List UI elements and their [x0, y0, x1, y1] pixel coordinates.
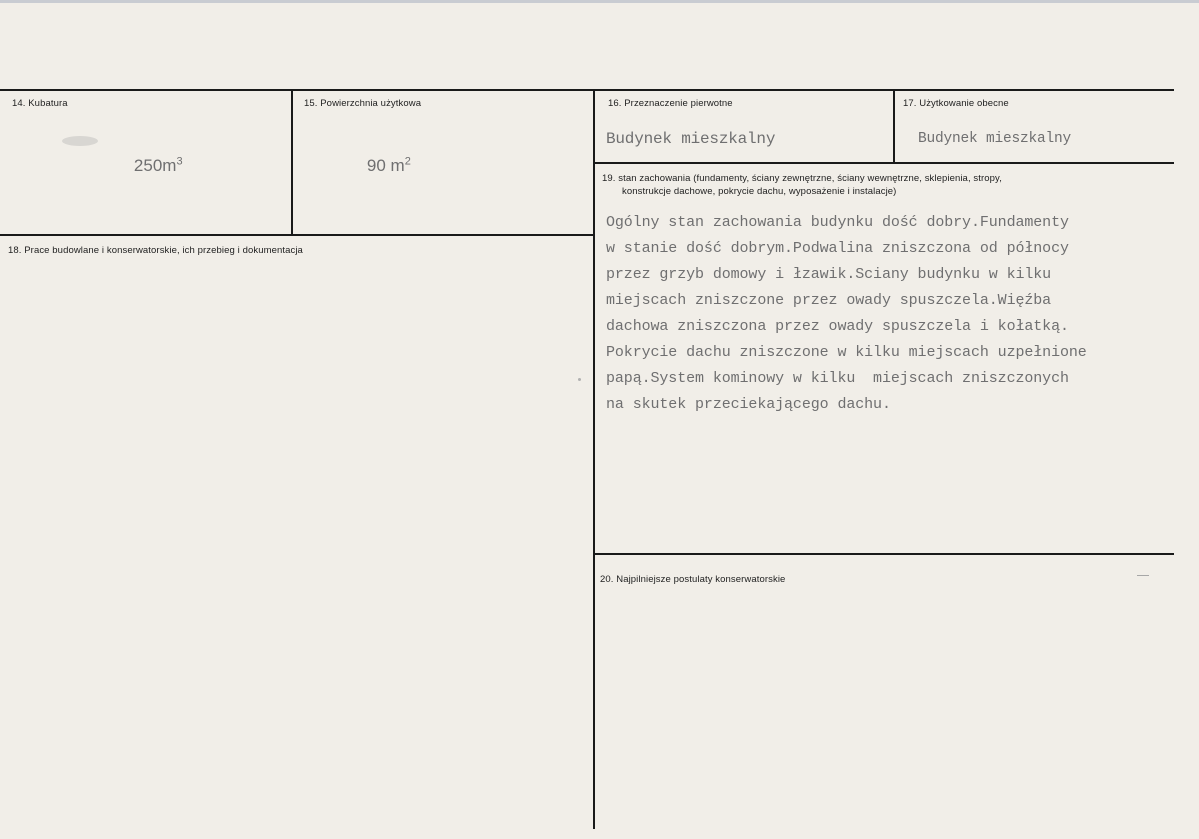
text-line: w stanie dość dobrym.Podwalina zniszczona od północy [606, 240, 1069, 257]
rule-above-20 [594, 553, 1174, 555]
field-16-label: 16. Przeznaczenie pierwotne [608, 98, 733, 109]
field-16-value: Budynek mieszkalny [606, 130, 776, 148]
text-line: na skutek przeciekającego dachu. [606, 396, 891, 413]
text-line: miejscach zniszczone przez owady spuszczela.Więźba [606, 292, 1052, 309]
paper-mark [578, 378, 581, 381]
paper-mark [1137, 575, 1149, 576]
rule-under-16-17 [594, 162, 1174, 164]
text-line: papą.System kominowy w kilku miejscach zniszczonych [606, 370, 1069, 387]
field-15-number: 90 m [366, 156, 405, 175]
text-line: przez grzyb domowy i łzawik.Sciany budynku w kilku [606, 266, 1052, 283]
erased-mark [62, 136, 98, 146]
field-20-label: 20. Najpilniejsze postulaty konserwatorskie [600, 574, 786, 585]
scan-edge [0, 0, 1199, 3]
field-19-label-line-2: konstrukcje dachowe, pokrycie dachu, wyposażenie i instalacje) [622, 186, 897, 197]
field-19-text [606, 210, 1087, 418]
field-17-value: Budynek mieszkalny [918, 131, 1072, 147]
field-15-superscript: 2 [404, 155, 411, 168]
text-line: dachowa zniszczona przez owady spuszczela i kołatką. [606, 318, 1069, 335]
rule-under-14-15 [0, 234, 594, 236]
top-rule [0, 89, 1174, 91]
field-14-label: 14. Kubatura [12, 98, 68, 109]
field-18-label: 18. Prace budowlane i konserwatorskie, ich przebieg i dokumentacja [8, 245, 303, 256]
field-15-label: 15. Powierzchnia użytkowa [304, 98, 422, 109]
field-19-label-line-1: 19. stan zachowania (fundamenty, ściany zewnętrzne, ściany wewnętrzne, sklepienia, stropy, [602, 173, 1002, 184]
field-14-superscript: 3 [176, 155, 183, 168]
field-15-value [348, 127, 411, 205]
text-line: Pokrycie dachu zniszczone w kilku miejscach uzpełnione [606, 344, 1087, 361]
field-14-number: 250m [133, 156, 177, 175]
field-17-label: 17. Użytkowanie obecne [903, 98, 1009, 109]
divider-14-15 [291, 89, 293, 235]
field-14-value [115, 127, 183, 205]
main-column-divider [593, 89, 595, 829]
text-line: Ogólny stan zachowania budynku dość dobry.Fundamenty [606, 214, 1069, 231]
divider-16-17 [893, 89, 895, 163]
